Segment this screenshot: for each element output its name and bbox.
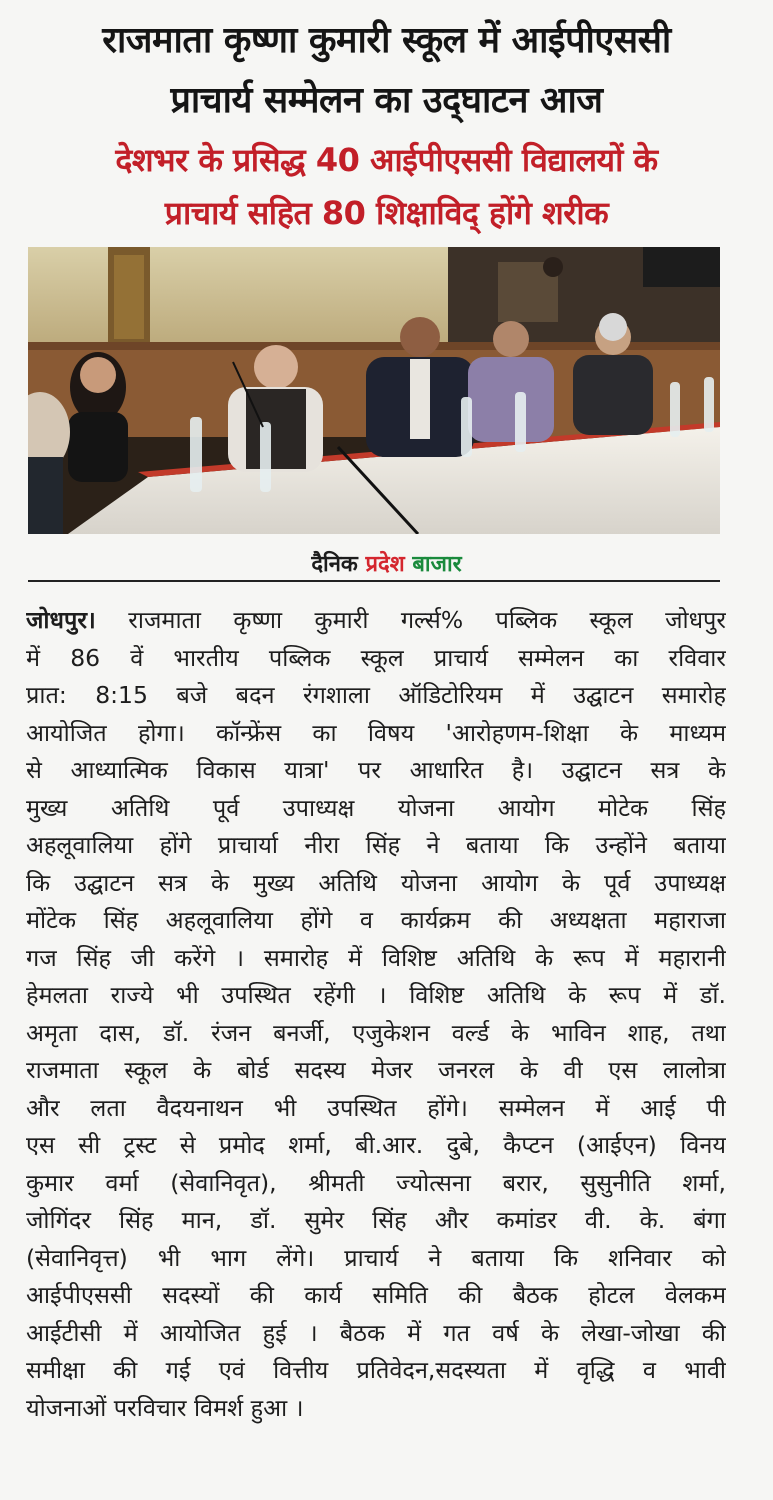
masthead-part-2: प्रदेश — [365, 552, 405, 577]
article-line — [26, 1202, 726, 1240]
article-line-text: जोगिंदर सिंह मान, डॉ. सुमेर सिंह और कमांडर वी. के. बंगा — [26, 1206, 726, 1234]
article-line-text: में 86 वें भारतीय पब्लिक स्कूल प्राचार्य सम्मेलन का रविवार — [26, 643, 726, 672]
article-line-text: गज सिंह जी करेंगे । समारोह में विशिष्ट अतिथि के रूप में महारानी — [26, 943, 726, 972]
article-line — [26, 1390, 726, 1428]
article-dateline: जोधपुर। — [26, 606, 96, 634]
article-line — [26, 1165, 726, 1203]
article-line-text: प्रात: 8:15 बजे बदन रंगशाला ऑडिटोरियम में उद्घाटन समारोह — [26, 681, 726, 709]
headline-line-2: प्राचार्य सम्मेलन का उद्‌घाटन आज — [170, 80, 603, 121]
article-line — [26, 1090, 726, 1128]
subheadline-line-2: प्राचार्य सहित 80 शिक्षाविद् होंगे शरीक — [164, 194, 609, 232]
article-line — [26, 977, 726, 1015]
article-line-text: आईटीसी में आयोजित हुई । बैठक में गत वर्ष के लेखा-जोखा की — [26, 1318, 726, 1347]
article-line-text: (सेवानिवृत्त) भी भाग लेंगे। प्राचार्य ने बताया कि शनिवार को — [26, 1243, 726, 1272]
article-line — [26, 1015, 726, 1053]
headline-line-1: राजमाता कृष्णा कुमारी स्कूल में आईपीएससी — [102, 20, 671, 61]
article-line-text: आयोजित होगा। कॉन्फ्रेंस का विषय 'आरोहणम-शिक्षा के माध्यम — [26, 718, 726, 747]
article-line — [26, 602, 726, 640]
article-line — [26, 1240, 726, 1278]
article-line-text: से आध्यात्मिक विकास यात्रा' पर आधारित है। उद्घाटन सत्र के — [26, 756, 726, 784]
masthead-part-3: बाजार — [412, 552, 462, 577]
subheadline-line-1: देशभर के प्रसिद्ध 40 आईपीएससी विद्यालयों के — [115, 141, 658, 179]
article-line — [26, 640, 726, 678]
article-line-text: अहलूवालिया होंगे प्राचार्या नीरा सिंह ने बताया कि उन्होंने बताया — [26, 831, 726, 859]
article-line-text: राजमाता कृष्णा कुमारी गर्ल्स% पब्लिक स्कूल जोधपुर — [95, 606, 726, 634]
article-line-text: कुमार वर्मा (सेवानिवृत), श्रीमती ज्योत्सना बरार, सुसुनीति शर्मा, — [26, 1168, 726, 1197]
article-line — [26, 827, 726, 865]
photo-illustration — [28, 247, 720, 534]
article-line — [26, 677, 726, 715]
article-line — [26, 1127, 726, 1165]
article-line-text: एस सी ट्रस्ट से प्रमोद शर्मा, बी.आर. दुबे, कैप्टन (आईएन) विनय — [26, 1131, 726, 1159]
article-line — [26, 752, 726, 790]
article-line-text: समीक्षा की गई एवं वित्तीय प्रतिवेदन,सदस्यता में वृद्धि व भावी — [26, 1356, 726, 1384]
masthead-divider — [28, 580, 720, 582]
newspaper-masthead — [0, 552, 773, 578]
article-line — [26, 865, 726, 903]
article-line — [26, 902, 726, 940]
article-line-text: आईपीएससी सदस्यों की कार्य समिति की बैठक होटल वेलकम — [26, 1281, 726, 1309]
article-line-text: हेमलता राज्ये भी उपस्थित रहेंगी । विशिष्ट अतिथि के रूप में डॉ. — [26, 981, 726, 1009]
article-line-text: राजमाता स्कूल के बोर्ड सदस्य मेजर जनरल के वी एस लालोत्रा — [26, 1056, 726, 1084]
article-line — [26, 715, 726, 753]
article-line-text: मुख्य अतिथि पूर्व उपाध्यक्ष योजना आयोग मोटेक सिंह — [26, 793, 726, 822]
article-line — [26, 940, 726, 978]
conference-panel-photo — [28, 247, 720, 534]
article-line-text: मोंटेक सिंह अहलूवालिया होंगे व कार्यक्रम की अध्यक्षता महाराजा — [26, 906, 726, 934]
article-body — [26, 602, 726, 1427]
article-line — [26, 1277, 726, 1315]
article-line — [26, 790, 726, 828]
masthead-part-1: दैनिक — [311, 552, 358, 577]
article-line-text: योजनाओं परविचार विमर्श हुआ । — [26, 1393, 304, 1422]
article-line — [26, 1052, 726, 1090]
article-line-text: अमृता दास, डॉ. रंजन बनर्जी, एजुकेशन वर्ल्ड के भाविन शाह, तथा — [26, 1018, 726, 1047]
article-line-text: और लता वैदयनाथन भी उपस्थित होंगे। सम्मेलन में आई पी — [26, 1093, 726, 1122]
article-line — [26, 1352, 726, 1390]
article-line-text: कि उद्घाटन सत्र के मुख्य अतिथि योजना आयोग के पूर्व उपाध्यक्ष — [26, 868, 726, 897]
article-line — [26, 1315, 726, 1353]
